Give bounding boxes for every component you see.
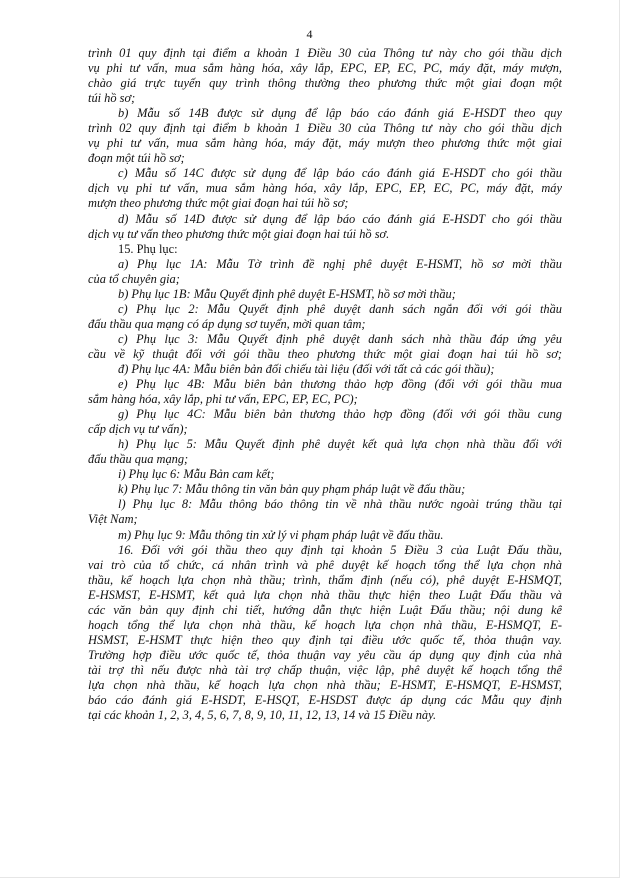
text-line: c) Phụ lục 3: Mẫu Quyết định phê duyệt danh sách nhà thầu đáp ứng yêu bbox=[118, 331, 562, 346]
text-line: 15. Phụ lục: bbox=[118, 241, 178, 256]
text-line: l) Phụ lục 8: Mẫu thông báo thông tin về nhà thầu nước ngoài trúng thầu tại bbox=[118, 497, 562, 512]
text-line: dịch vụ phi tư vấn, mua sắm hàng hóa, xây lắp, EPC, EP, EC, PC, máy đặt, máy bbox=[88, 181, 562, 196]
text-line: m) Phụ lục 9: Mẫu thông tin xử lý vi phạm pháp luật về đấu thầu. bbox=[118, 527, 444, 542]
text-line: sắm hàng hóa, xây lắp, phi tư vấn, EPC, EP, EC, PC); bbox=[88, 392, 358, 407]
text-line: b) Phụ lục 1B: Mẫu Quyết định phê duyệt E-HSMT, hồ sơ mời thầu; bbox=[118, 286, 456, 301]
text-line: tài trợ thì nếu được nhà tài trợ chấp thuận, việc lập, phê duyệt kế hoạch tổng thể bbox=[88, 662, 562, 677]
text-line: Trường hợp điều ước quốc tế, thỏa thuận vay yêu cầu áp dụng quy định của nhà bbox=[88, 647, 562, 662]
text-line: lựa chọn nhà thầu, kế hoạch lựa chọn nhà thầu; E-HSMT, E-HSMQT, E-HSMST, bbox=[88, 677, 562, 692]
text-line: đoạn một túi hồ sơ; bbox=[88, 151, 185, 166]
text-line: mượn theo phương thức một giai đoạn hai túi hồ sơ; bbox=[88, 196, 349, 211]
text-line: đ) Phụ lục 4A: Mẫu biên bản đối chiếu tài liệu (đối với tất cả các gói thầu); bbox=[118, 361, 495, 376]
text-line: b) Mẫu số 14B được sử dụng để lập báo cáo đánh giá E-HSDT theo quy bbox=[118, 106, 562, 121]
text-line: 16. Đối với gói thầu theo quy định tại khoản 5 Điều 3 của Luật Đấu thầu, bbox=[118, 542, 562, 557]
text-line: a) Phụ lục 1A: Mẫu Tờ trình đề nghị phê duyệt E-HSMT, hồ sơ mời thầu bbox=[118, 256, 562, 271]
text-line: vụ phi tư vấn, mua sắm hàng hóa, xây lắp, EPC, EP, EC, PC, máy đặt, máy mượn, bbox=[88, 61, 562, 76]
text-line: túi hồ sơ; bbox=[88, 91, 136, 106]
text-line: cấp dịch vụ tư vấn); bbox=[88, 422, 188, 437]
document-body bbox=[88, 46, 562, 723]
text-line: đấu thầu qua mạng có áp dụng sơ tuyển, mời quan tâm; bbox=[88, 316, 366, 331]
text-line: trình 02 quy định tại điểm b khoản 1 Điều 30 của Thông tư này cho gói thầu dịch bbox=[88, 121, 562, 136]
text-line: hoạch tổng thể lựa chọn nhà thầu, kế hoạch lựa chọn nhà thầu, E-HSMQT, E- bbox=[88, 617, 562, 632]
text-line: c) Mẫu số 14C được sử dụng để lập báo cáo đánh giá E-HSDT cho gói thầu bbox=[118, 166, 562, 181]
text-line: trình 01 quy định tại điểm a khoản 1 Điều 30 của Thông tư này cho gói thầu dịch bbox=[88, 46, 562, 60]
text-line: HSMST, E-HSMT thực hiện theo quy định tại điều ước quốc tế, thỏa thuận vay. bbox=[88, 632, 562, 647]
text-line: E-HSMST, E-HSMT, kết quả lựa chọn nhà thầu thực hiện theo Luật Đấu thầu và bbox=[88, 587, 562, 602]
text-line: Việt Nam; bbox=[88, 512, 138, 527]
text-line: thầu, kế hoạch lựa chọn nhà thầu; trình, thẩm định (nếu có), phê duyệt E-HSMQT, bbox=[88, 572, 562, 587]
text-line: k) Phụ lục 7: Mẫu thông tin văn bản quy phạm pháp luật về đấu thầu; bbox=[118, 482, 466, 497]
text-line: c) Phụ lục 2: Mẫu Quyết định phê duyệt danh sách ngắn đối với gói thầu bbox=[118, 301, 562, 316]
text-line: các văn bản quy định chi tiết, hướng dẫn thực hiện Luật Đấu thầu; nội dung kế bbox=[88, 602, 562, 617]
text-line: cầu về kỹ thuật đối với gói thầu theo phương thức một giai đoạn hai túi hồ sơ; bbox=[88, 346, 562, 361]
text-line: báo cáo đánh giá E-HSDT, E-HSQT, E-HSDST được áp dụng các Mẫu quy định bbox=[88, 693, 562, 708]
text-line: e) Phụ lục 4B: Mẫu biên bản thương thảo hợp đồng (đối với gói thầu mua bbox=[118, 377, 562, 392]
text-line: g) Phụ lục 4C: Mẫu biên bản thương thảo hợp đồng (đối với gói thầu cung bbox=[118, 407, 562, 422]
text-line: i) Phụ lục 6: Mẫu Bản cam kết; bbox=[118, 467, 275, 482]
text-line: của tổ chuyên gia; bbox=[88, 271, 180, 286]
text-line: chào giá trực tuyến quy trình thông thường theo phương thức một giai đoạn một bbox=[88, 76, 562, 91]
text-line: dịch vụ tư vấn theo phương thức một giai đoạn hai túi hồ sơ. bbox=[88, 226, 390, 241]
text-line: h) Phụ lục 5: Mẫu Quyết định phê duyệt kết quả lựa chọn nhà thầu đối với bbox=[118, 437, 562, 452]
text-line: vụ phi tư vấn, mua sắm hàng hóa, máy đặt, máy mượn theo phương thức một giai bbox=[88, 136, 562, 151]
text-line: d) Mẫu số 14D được sử dụng để lập báo cáo đánh giá E-HSDT cho gói thầu bbox=[118, 211, 562, 226]
text-line: đấu thầu qua mạng; bbox=[88, 452, 189, 467]
page-number: 4 bbox=[306, 27, 313, 41]
text-line: vai trò của tổ chức, cá nhân trình và phê duyệt kế hoạch tổng thể lựa chọn nhà bbox=[88, 557, 562, 572]
text-line: tại các khoản 1, 2, 3, 4, 5, 6, 7, 8, 9, 10, 11, 12, 13, 14 và 15 Điều này. bbox=[88, 708, 437, 723]
